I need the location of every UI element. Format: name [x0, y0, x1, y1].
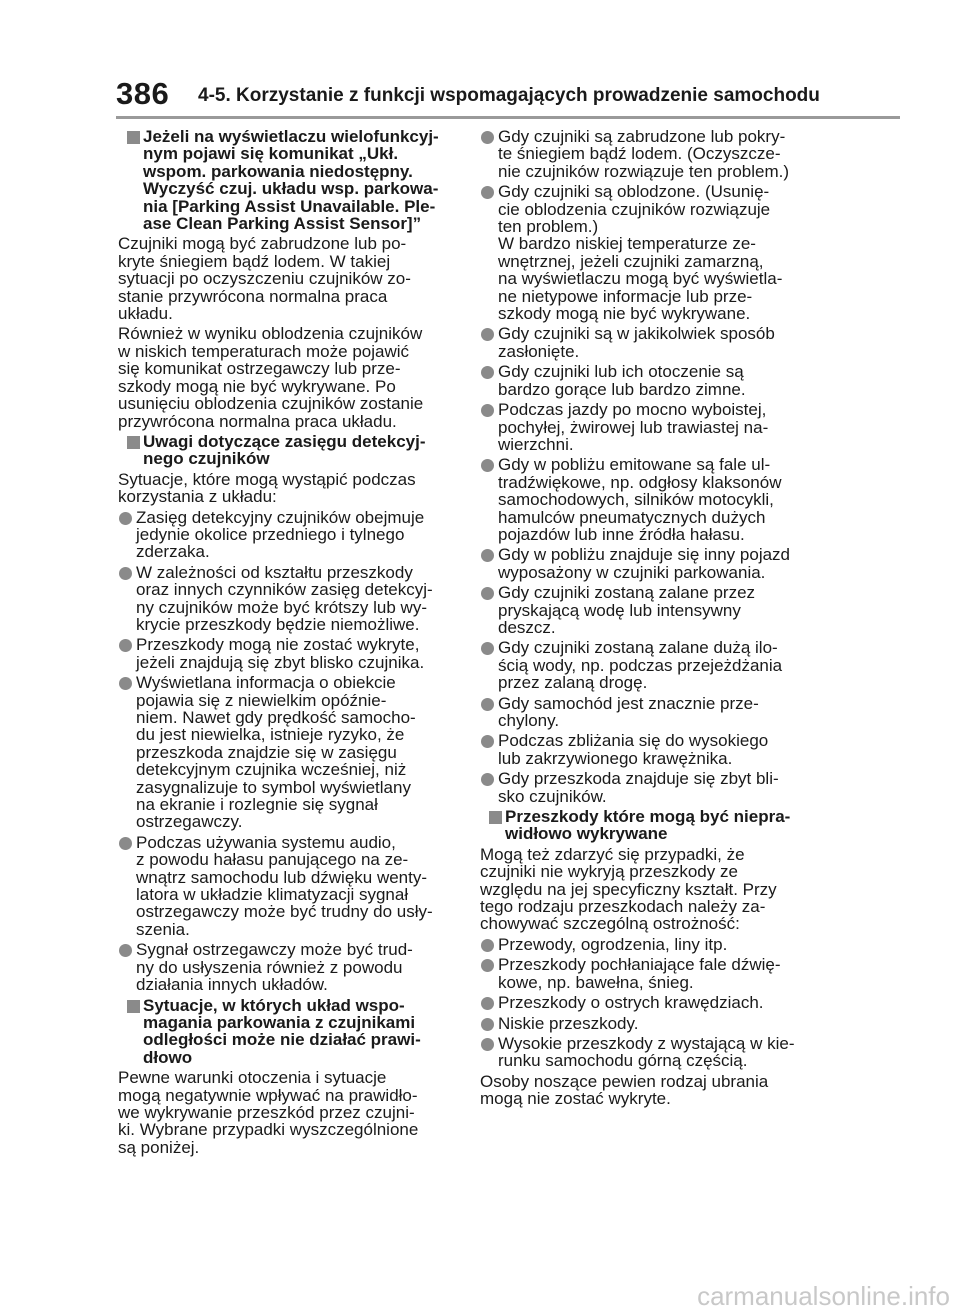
block-text: Przeszkody o ostrych krawędziach. [498, 993, 764, 1013]
bullet-item [480, 546, 826, 581]
bullet-item [480, 639, 826, 691]
round-bullet-icon [481, 959, 494, 972]
block-text: Czujniki mogą być zabrudzone lub po- kryte śniegiem bądź lodem. W takiej sytuacji po oczyszczeniu czujników zo- stanie przywrócona normalna praca układu. [118, 234, 411, 324]
block-text: Niskie przeszkody. [498, 1013, 639, 1033]
block-text: Również w wyniku oblodzenia czujników w niskich temperaturach może pojawić się komunikat ostrzegawczy lub prze- szkody mogą nie być wykrywane. Po usunięciu oblodzenia czujników zostanie przywrócona normalna praca układu. [118, 324, 424, 431]
block-text: Sytuacje, które mogą wystąpić podczas korzystania z układu: [118, 469, 416, 507]
bullet-item [118, 509, 460, 561]
block-text: Sytuacje, w których układ wspo- magania parkowania z czujnikami odległości może nie działać prawi- dłowo [143, 995, 421, 1067]
square-bullet-icon [489, 811, 502, 824]
block-text: Gdy czujniki zostaną zalane dużą ilo- ścią wody, np. podczas przejeżdżania przez zalaną drogę. [498, 638, 783, 693]
block-text: Mogą też zdarzyć się przypadki, że czujniki nie wykryją przeszkody ze względu na jej specyficzny kształt. Przy tego rodzaju przeszkodach należy za- chowywać szczególną ostrożność: [480, 844, 777, 934]
block-text: Przeszkody które mogą być niepra- widłowo wykrywane [505, 807, 791, 844]
block-text: Gdy czujniki są oblodzone. (Usunię- cie oblodzenia czujników rozwiązuje ten problem.) W bardzo niskiej temperaturze ze- wnętrznej, jeżeli czujniki zamarzną, na wyświetlaczu mogą być wyświetla- ne nietypowe informacje lub prze- szkody mogą nie być wykrywane. [498, 182, 783, 324]
round-bullet-icon [481, 404, 494, 417]
square-bullet-icon [127, 436, 140, 449]
block-text: Zasięg detekcyjny czujników obejmuje jedynie okolice przedniego i tylnego zderzaka. [136, 507, 425, 562]
bullet-item [480, 325, 826, 360]
bullet-item [480, 456, 826, 543]
block-text: Przeszkody mogą nie zostać wykryte, jeżeli znajdują się zbyt blisko czujnika. [136, 635, 425, 672]
block-text: Pewne warunki otoczenia i sytuacje mogą negatywnie wpływać na prawidło- we wykrywanie przeszkód przez czujni- ki. Wybrane przypadki wyszczególnione są poniżej. [118, 1068, 419, 1157]
bullet-item [480, 1015, 826, 1032]
block-text: Osoby noszące pewien rodzaj ubrania mogą nie zostać wykryte. [480, 1071, 769, 1109]
round-bullet-icon [481, 549, 494, 562]
block-text: Wyświetlana informacja o obiekcie pojawia się z niewielkim opóźnie- niem. Nawet gdy prędkość samocho- du jest niewielka, istnieje ryzyko, że przeszkoda znajdzie się w zasięgu detekcyjnym czujnika wcześniej, niż zasygnalizuje to symbol wyświetlany na ekranie i rozlegnie się sygnał ostrzegawczy. [136, 673, 416, 832]
bullet-item [480, 732, 826, 767]
block-text: Gdy samochód jest znacznie prze- chylony. [498, 693, 759, 730]
round-bullet-icon [119, 677, 132, 690]
section-heading [118, 997, 460, 1067]
block-text: Przeszkody pochłaniające fale dźwię- kowe, np. bawełna, śnieg. [498, 955, 781, 992]
block-text: Podczas jazdy po mocno wyboistej, pochyłej, żwirowej lub trawiastej na- wierzchni. [498, 400, 769, 454]
round-bullet-icon [481, 366, 494, 379]
block-text: Gdy czujniki są w jakikolwiek sposób zasłonięte. [498, 324, 775, 361]
bullet-item [118, 564, 460, 634]
round-bullet-icon [481, 328, 494, 341]
header-divider [116, 116, 900, 119]
bullet-item [480, 363, 826, 398]
round-bullet-icon [481, 1018, 494, 1031]
round-bullet-icon [481, 698, 494, 711]
round-bullet-icon [481, 186, 494, 199]
block-text: Wysokie przeszkody z wystającą w kie- runku samochodu górną częścią. [498, 1033, 795, 1071]
bullet-item [480, 695, 826, 730]
block-text: Podczas zbliżania się do wysokiego lub zakrzywionego krawężnika. [498, 731, 769, 768]
paragraph [480, 846, 826, 933]
round-bullet-icon [119, 944, 132, 957]
page-number: 386 [116, 76, 170, 111]
watermark: carmanualsonline.info [697, 1281, 950, 1311]
bullet-item [118, 674, 460, 831]
page-header [0, 0, 960, 118]
right-column [480, 128, 826, 1111]
square-bullet-icon [127, 1000, 140, 1013]
bullet-item [118, 834, 460, 938]
round-bullet-icon [481, 997, 494, 1010]
square-bullet-icon [127, 131, 140, 144]
round-bullet-icon [481, 1038, 494, 1051]
bullet-item [118, 941, 460, 993]
round-bullet-icon [481, 773, 494, 786]
round-bullet-icon [481, 735, 494, 748]
round-bullet-icon [481, 587, 494, 600]
round-bullet-icon [119, 567, 132, 580]
bullet-item [480, 401, 826, 453]
block-text: W zależności od kształtu przeszkody oraz innych czynników zasięg detekcyj- ny czujników może być krótszy lub wy- krycie przeszkody będzie niemożliwe. [136, 562, 433, 634]
section-title: 4-5. Korzystanie z funkcji wspomagających prowadzenie samochodu [198, 85, 820, 106]
block-text: Przewody, ogrodzenia, liny itp. [498, 934, 728, 954]
block-text: Uwagi dotyczące zasięgu detekcyj- nego czujników [143, 431, 426, 469]
paragraph [118, 235, 460, 322]
block-text: Gdy czujniki lub ich otoczenie są bardzo gorące lub bardzo zimne. [498, 362, 746, 399]
block-text: Gdy czujniki są zabrudzone lub pokry- te śniegiem bądź lodem. (Oczyszcze- nie czujników rozwiązuje ten problem.) [498, 127, 790, 181]
round-bullet-icon [481, 131, 494, 144]
round-bullet-icon [119, 512, 132, 525]
bullet-item [480, 183, 826, 322]
round-bullet-icon [481, 642, 494, 655]
section-heading [118, 433, 460, 468]
bullet-item [480, 584, 826, 636]
bullet-item [480, 128, 826, 180]
bullet-item [480, 936, 826, 953]
block-text: Gdy czujniki zostaną zalane przez pryskającą wodę lub intensywny deszcz. [498, 583, 756, 637]
bullet-item [118, 636, 460, 671]
block-text: Sygnał ostrzegawczy może być trud- ny do usłyszenia również z powodu działania innych układów. [136, 940, 413, 995]
section-heading [480, 808, 826, 843]
block-text: Podczas używania systemu audio, z powodu hałasu panującego na ze- wnątrz samochodu lub dźwięku wenty- latora w układzie klimatyzacji sygnał ostrzegawczy może być trudny do usły- szenia. [136, 832, 433, 939]
block-text: Gdy w pobliżu emitowane są fale ul- tradźwiękowe, np. odgłosy klaksonów samochodowych, silników motocykli, hamulców pneumatycznych dużych pojazdów lub inne źródła hałasu. [498, 455, 782, 544]
paragraph [118, 471, 460, 506]
bullet-item [480, 956, 826, 991]
paragraph [118, 1069, 460, 1156]
paragraph [118, 325, 460, 429]
bullet-item [480, 994, 826, 1011]
left-column [118, 128, 460, 1159]
bullet-item [480, 770, 826, 805]
block-text: Gdy przeszkoda znajduje się zbyt bli- sko czujników. [498, 769, 779, 806]
section-heading [118, 128, 460, 232]
round-bullet-icon [481, 939, 494, 952]
round-bullet-icon [119, 639, 132, 652]
bullet-item [480, 1035, 826, 1070]
paragraph [480, 1073, 826, 1108]
block-text: Gdy w pobliżu znajduje się inny pojazd wyposażony w czujniki parkowania. [498, 545, 791, 582]
block-text: Jeżeli na wyświetlaczu wielofunkcyj- nym pojawi się komunikat „Ukł. wspom. parkowania niedostępny. Wyczyść czuj. układu wsp. parkowa- nia [Parking Assist Unavailable. Ple- ase Clean Parking Assist Sensor]” [143, 127, 439, 234]
round-bullet-icon [481, 459, 494, 472]
round-bullet-icon [119, 837, 132, 850]
